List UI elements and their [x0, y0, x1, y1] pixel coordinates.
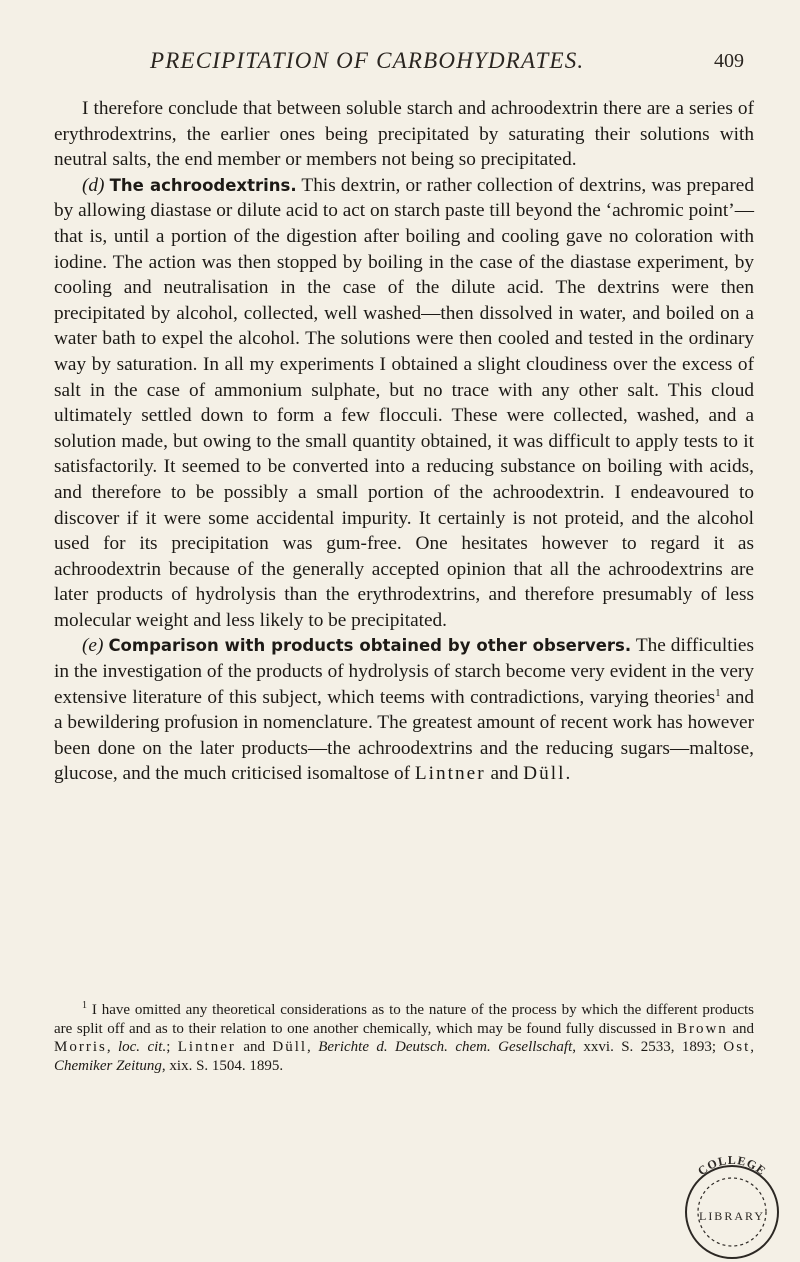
- footnote-and-2: and: [243, 1039, 265, 1056]
- section-e-text-middle: and a bewildering profusion in nomenclature. The greatest amount of recent work has however been done on the later products—the achroodextrins and the reducing sugars—maltose, glucose, and the much criticised isomaltose of: [54, 686, 755, 785]
- footnote-author-brown: Brown: [676, 1020, 728, 1037]
- section-e-text: The difficulties in the investigation of the products of hydrolysis of starch become very evident in the very extensive literature of this subject, which teems with contradictions, varying theories: [54, 635, 754, 708]
- footnote-author-dull: Düll: [272, 1039, 308, 1056]
- footnote-author-lintner: Lintner: [177, 1039, 236, 1056]
- page-number: 409: [714, 50, 744, 72]
- footnote-ref-1: , xxvi. S. 2533, 1893;: [572, 1039, 717, 1056]
- section-e-heading: Comparison with products obtained by other observers.: [108, 636, 632, 656]
- section-d-heading: The achroodextrins.: [109, 175, 297, 195]
- section-e-letter: (e): [82, 635, 104, 657]
- footnote-journal-berichte: Berichte d. Deutsch. chem. Gesellschaft: [318, 1039, 573, 1056]
- footnote-ref[interactable]: 1: [715, 686, 721, 699]
- footnote-and-1: and: [732, 1020, 755, 1037]
- section-d-letter: (d): [82, 174, 105, 196]
- footnote-author-ost: Ost: [723, 1039, 751, 1056]
- footnote-marker: 1: [82, 1000, 87, 1011]
- footnote-author-morris: Morris: [54, 1039, 107, 1056]
- author-lintner: Lintner: [414, 763, 486, 785]
- paragraph-conclusion: [54, 96, 754, 173]
- section-d-text: This dextrin, or rather collection of dextrins, was prepared by allowing diastase or dilute acid to act on starch paste till beyond the ‘achromic point’—that is, until a portion of the digestion after boiling and cooling gave no coloration with iodine. The action was then stopped by boiling in the case of the diastase experiment, by cooling and neutralisation in the case of the dilute acid. The dextrins were then precipitated by alcohol, collected, well washed—then dissolved in water, and boiled on a water bath to expel the alcohol. The solutions were then cooled and tested in the ordinary way by saturation. In all my experiments I obtained a slight cloudiness over the excess of salt in the case of ammonium sulphate, but no trace with any other salt. This cloud ultimately settled down to form a few flocculi. These were collected, washed, and a solution made, but owing to the small quantity obtained, it was difficult to apply tests to it satisfactorily. It seemed to be converted into a reducing substance on boiling with acids, and therefore to be possibly a small portion of the achroodextrin. I endeavoured to discover if it were some accidental impurity. It certainly is not proteid, and the alcohol used for its precipitation was gum-free. One hesitates however to regard it as achroodextrin because of the generally accepted opinion that all the achroodextrins are later products of hydrolysis than the erythrodextrins, and therefore presumably of less molecular weight and less likely to be precipitated.: [54, 174, 754, 631]
- footnote-journal-chemiker: Chemiker Zeitung: [54, 1057, 162, 1074]
- running-head: [54, 48, 748, 78]
- footnote-text: I have omitted any theoretical considerations as to the nature of the process by which the different products are split off and as to their relation to one another chemically, which may be found fully discussed in: [54, 1002, 755, 1037]
- stamp-middle-label: LIBRARY: [698, 1209, 766, 1223]
- author-conjunction: and: [490, 763, 519, 785]
- paragraph-conclusion-text: I therefore conclude that between soluble starch and achroodextrin there are a series of erythrodextrins, the earlier ones being precipitated by saturating their solutions with neutral salts, the end member or members not being so precipitated.: [54, 98, 754, 171]
- author-dull: Düll: [523, 763, 566, 785]
- footnote-paragraph: $^1$ I have omitted any theoretical considerations as to the nature of the process by which the different products are split off and as to their relation to one another chemically, which may be found fully discussed in Brown and Morris, loc. cit.; Lintner and Düll, Berichte d. Deutsch. chem. Gesellschaft, xxvi. S. 2533, 1893; Ost, Chemiker Zeitung, xix. S. 1504. 1895.: [54, 1000, 755, 1074]
- body-text: [54, 96, 754, 787]
- stamp-top-label: COLLEGE: [695, 1152, 770, 1179]
- running-title: PRECIPITATION OF CARBOHYDRATES.: [150, 48, 585, 73]
- footnote-ref-2: , xix. S. 1504. 1895.: [161, 1057, 284, 1074]
- footnote-loc-cit: loc. cit.: [117, 1039, 167, 1056]
- paragraph-achroodextrins: [54, 173, 754, 634]
- section-e-end: .: [565, 763, 571, 785]
- library-stamp: [672, 1148, 792, 1262]
- paragraph-comparison: [54, 633, 754, 787]
- footnote: [54, 1001, 754, 1075]
- footnote-sep: ;: [166, 1039, 171, 1056]
